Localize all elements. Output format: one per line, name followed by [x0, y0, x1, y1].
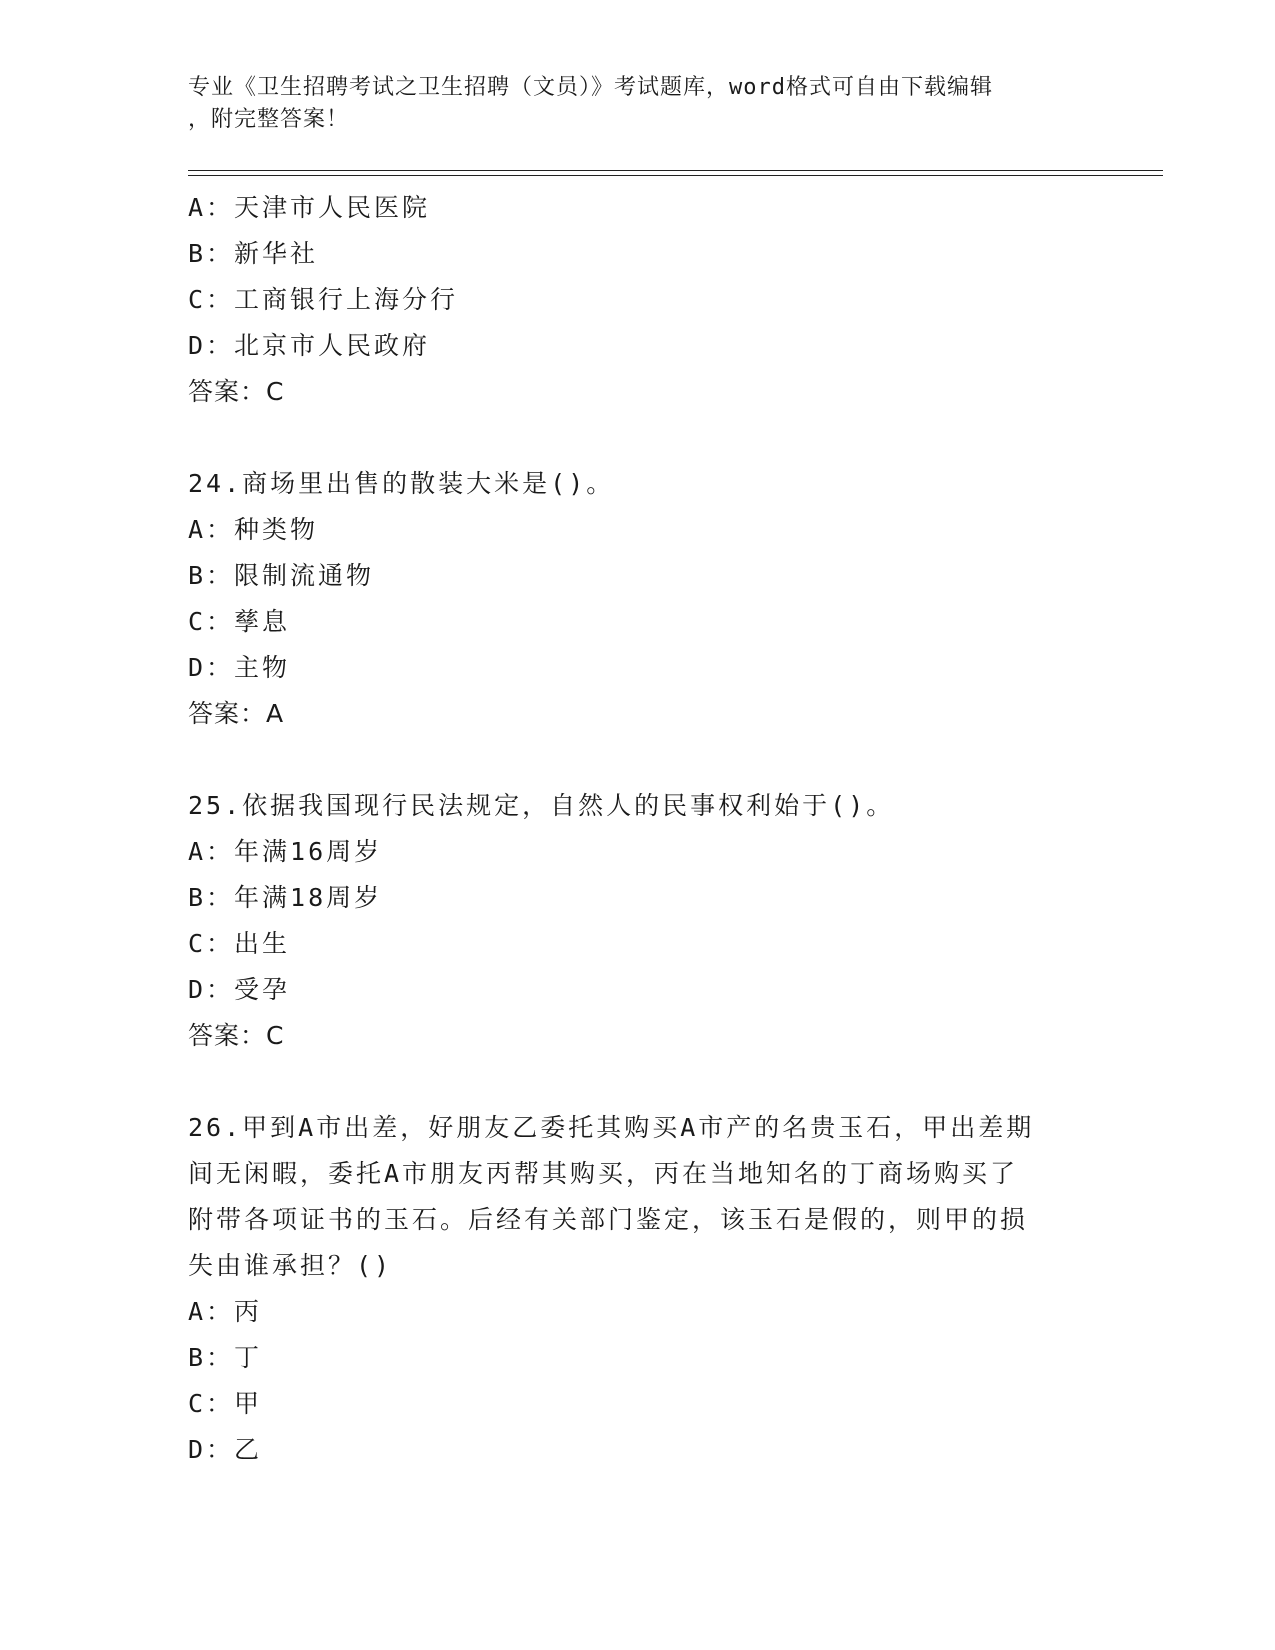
option-d: D：北京市人民政府	[188, 331, 431, 360]
question-24	[188, 461, 1088, 737]
option-b: B：限制流通物	[188, 561, 375, 590]
question-list	[188, 185, 1088, 1473]
option-c: C：出生	[188, 929, 291, 958]
option-d: D：乙	[188, 1435, 263, 1464]
header-rule-bottom	[188, 175, 1163, 176]
answer: 答案：A	[188, 699, 285, 728]
question-stem-line-4: 失由谁承担？()	[188, 1251, 393, 1280]
answer: 答案：C	[188, 377, 285, 406]
question-stem: 24.商场里出售的散装大米是()。	[188, 469, 615, 498]
option-a: A：种类物	[188, 515, 319, 544]
option-b: B：丁	[188, 1343, 263, 1372]
question-stem: 25.依据我国现行民法规定，自然人的民事权利始于()。	[188, 791, 895, 820]
option-a: A：丙	[188, 1297, 263, 1326]
option-d: D：主物	[188, 653, 291, 682]
question-23	[188, 185, 1088, 415]
option-c: C：甲	[188, 1389, 263, 1418]
option-a: A：年满16周岁	[188, 837, 383, 866]
option-d: D：受孕	[188, 975, 291, 1004]
option-c: C：孳息	[188, 607, 291, 636]
document-header	[188, 72, 1088, 136]
question-stem-line-1: 26.甲到A市出差，好朋友乙委托其购买A市产的名贵玉石，甲出差期	[188, 1113, 1035, 1142]
header-rule-top	[188, 170, 1163, 171]
question-25	[188, 783, 1088, 1059]
question-stem-line-2: 间无闲暇，委托A市朋友丙帮其购买，丙在当地知名的丁商场购买了	[188, 1159, 1019, 1188]
question-stem-line-3: 附带各项证书的玉石。后经有关部门鉴定，该玉石是假的，则甲的损	[188, 1205, 1029, 1234]
answer: 答案：C	[188, 1021, 285, 1050]
option-b: B：新华社	[188, 239, 319, 268]
header-title-line-1: 专业《卫生招聘考试之卫生招聘（文员）》考试题库，word格式可自由下载编辑	[188, 75, 993, 100]
option-c: C：工商银行上海分行	[188, 285, 459, 314]
header-title-line-2: ，附完整答案！	[188, 107, 350, 132]
option-b: B：年满18周岁	[188, 883, 383, 912]
question-26	[188, 1105, 1088, 1473]
option-a: A：天津市人民医院	[188, 193, 431, 222]
